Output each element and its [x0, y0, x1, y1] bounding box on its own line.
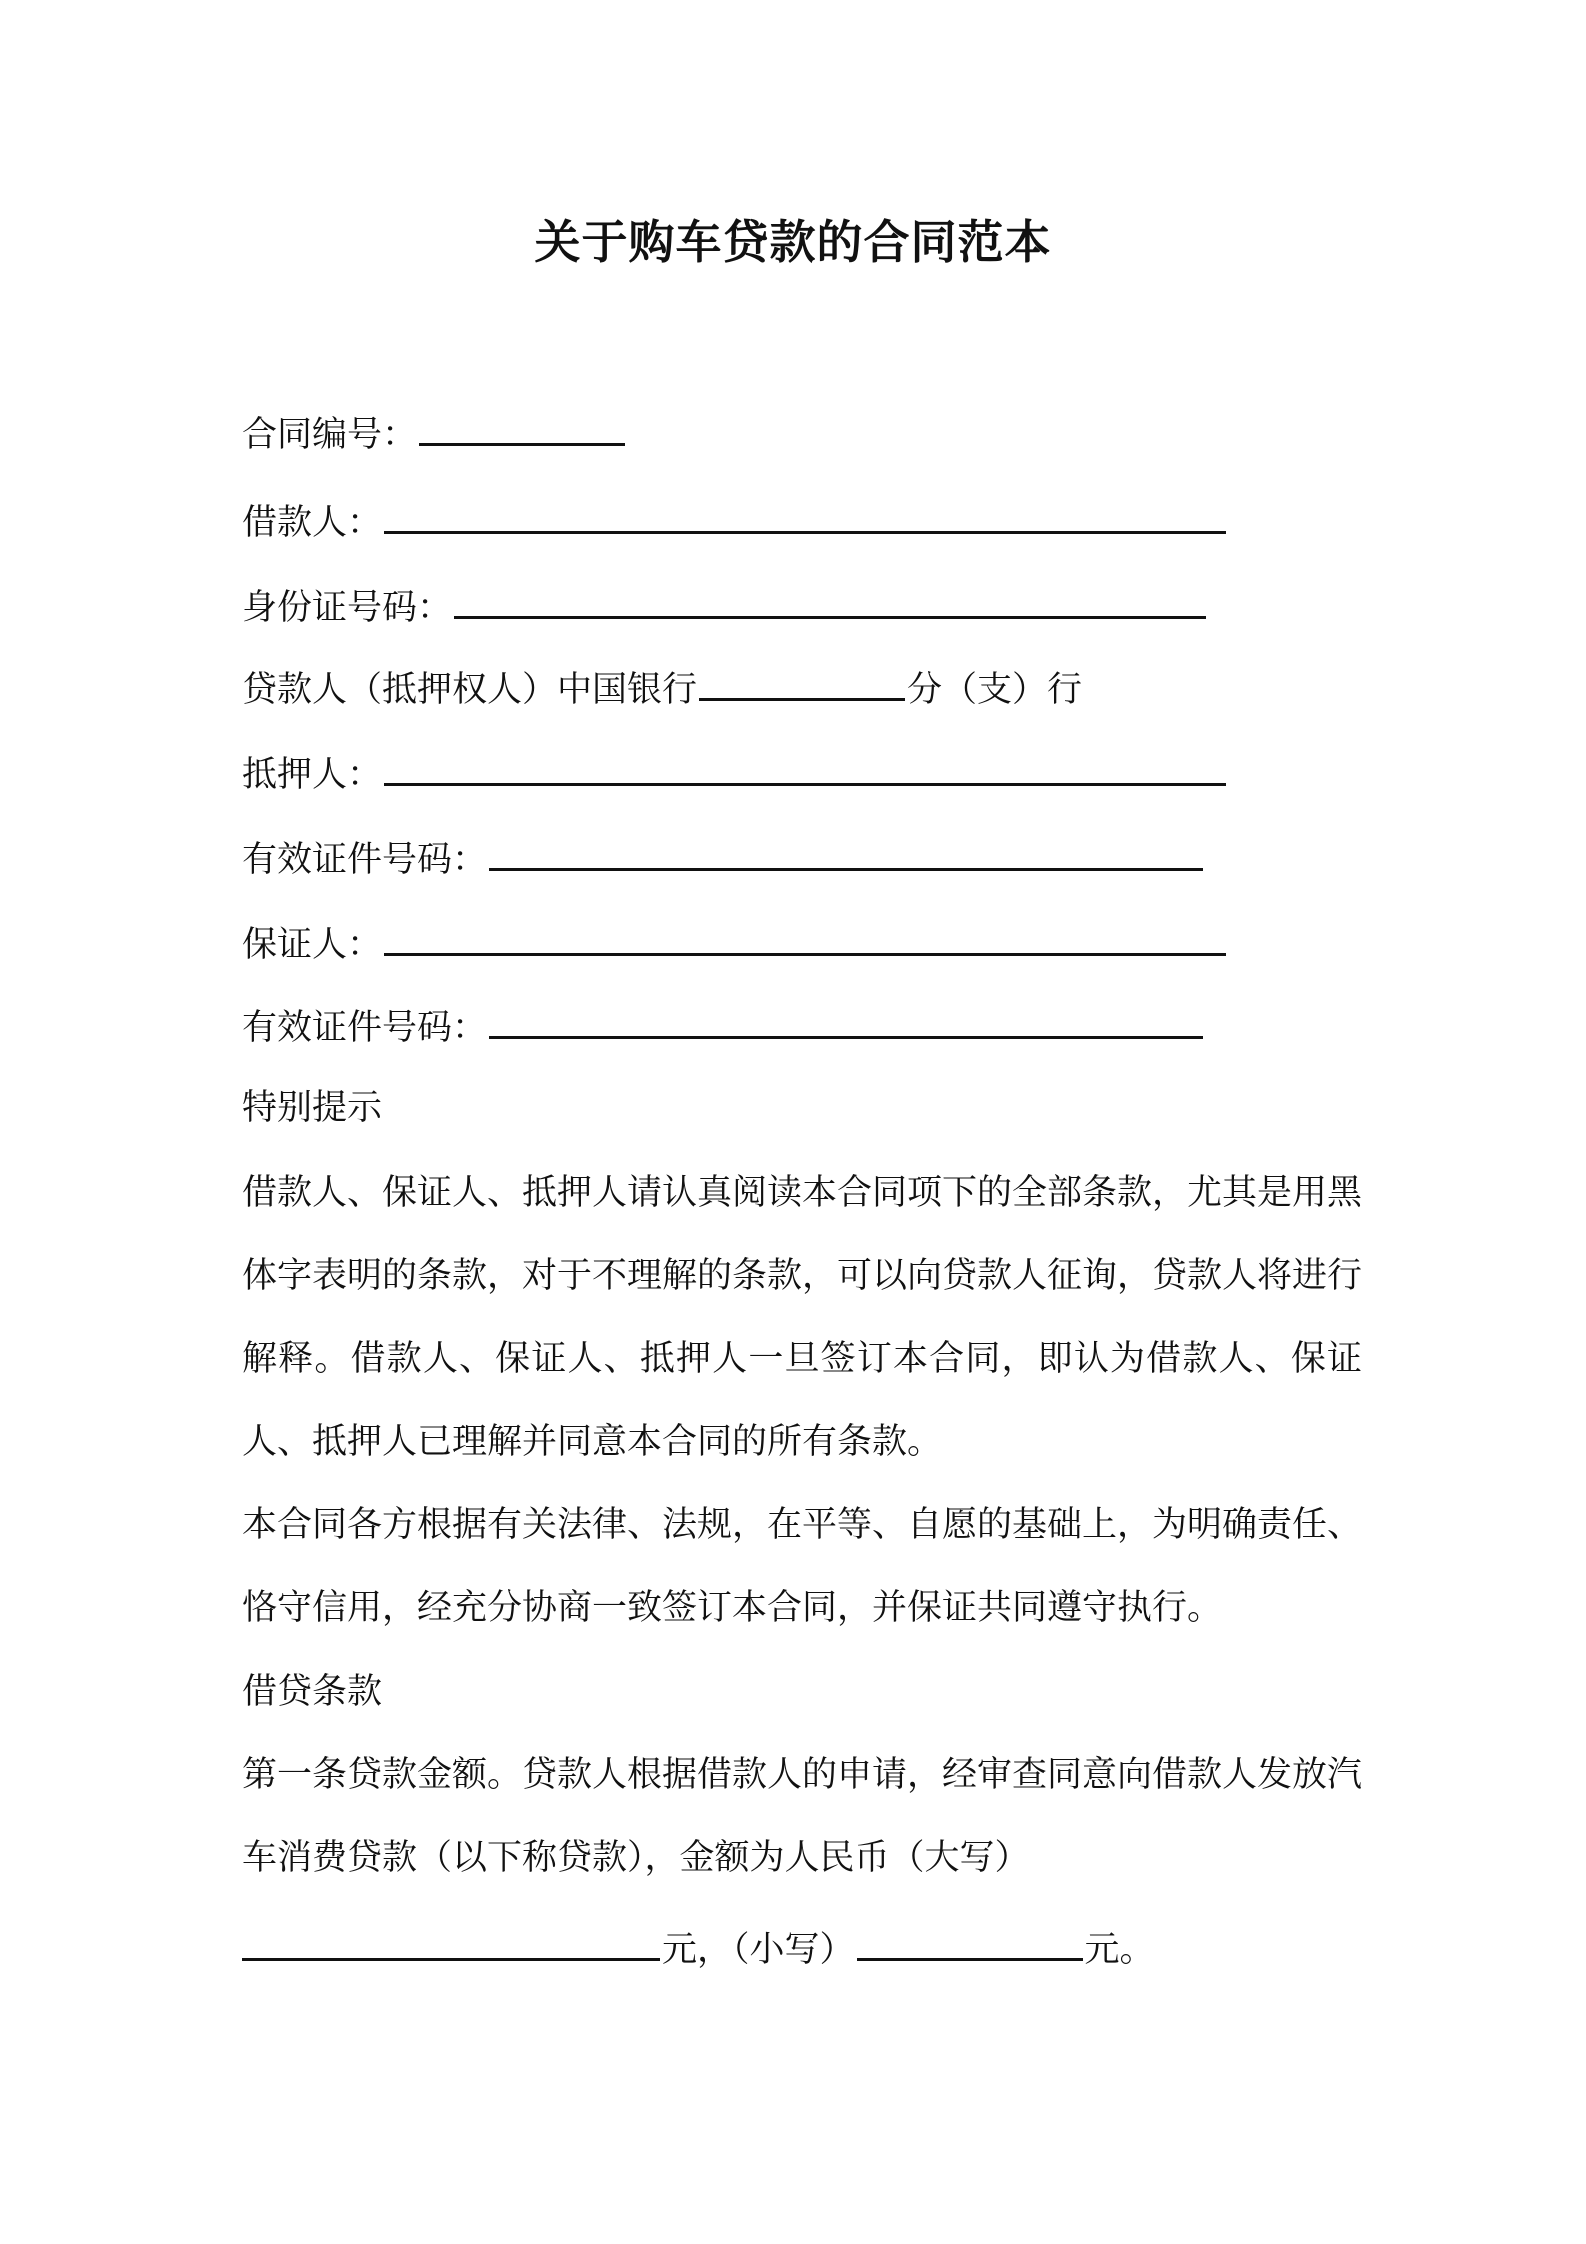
amount-line	[242, 1925, 1155, 1975]
mortgagor-id-blank[interactable]	[489, 838, 1203, 871]
article-1-paragraph: 第一条贷款金额。贷款人根据借款人的申请，经审查同意向借款人发放汽车消费贷款（以下称贷款），金额为人民币（大写）	[242, 1755, 1363, 1878]
special-notice-heading: 特别提示	[242, 1088, 383, 1128]
mortgagor-blank[interactable]	[384, 753, 1226, 786]
borrower-label: 借款人：	[242, 503, 383, 543]
lender-prefix: 贷款人（抵押权人）中国银行	[242, 670, 698, 710]
document-title: 关于购车贷款的合同范本	[534, 215, 1052, 269]
lender-suffix: 分（支）行	[907, 670, 1083, 710]
mortgagor-id-line	[242, 835, 1205, 885]
guarantor-label: 保证人：	[242, 925, 383, 965]
borrower-blank[interactable]	[384, 501, 1226, 534]
special-notice-paragraph: 借款人、保证人、抵押人请认真阅读本合同项下的全部条款，尤其是用黑体字表明的条款，对于不理解的条款，可以向贷款人征询，贷款人将进行解释。借款人、保证人、抵押人一旦签订本合同，即认为借款人、保证人、抵押人已理解并同意本合同的所有条款。	[242, 1173, 1363, 1462]
guarantor-id-label: 有效证件号码：	[242, 1008, 488, 1048]
id-number-blank[interactable]	[454, 586, 1206, 619]
borrower-line	[242, 498, 1228, 548]
mortgagor-label: 抵押人：	[242, 755, 383, 795]
guarantor-id-blank[interactable]	[489, 1006, 1203, 1039]
mortgagor-id-label: 有效证件号码：	[242, 840, 488, 880]
guarantor-blank[interactable]	[384, 923, 1226, 956]
amount-words-suffix: 元，（小写）	[662, 1930, 855, 1970]
id-number-line	[242, 583, 1208, 633]
amount-digits-blank[interactable]	[857, 1928, 1083, 1961]
lender-branch-blank[interactable]	[699, 668, 905, 701]
preamble-paragraph: 本合同各方根据有关法律、法规，在平等、自愿的基础上，为明确责任、恪守信用，经充分协商一致签订本合同，并保证共同遵守执行。	[242, 1505, 1363, 1628]
amount-digits-suffix: 元。	[1084, 1930, 1155, 1970]
guarantor-line	[242, 920, 1228, 970]
guarantor-id-line	[242, 1003, 1205, 1053]
contract-number-blank[interactable]	[419, 413, 625, 446]
contract-number-label: 合同编号：	[242, 415, 418, 455]
contract-number-line	[242, 410, 627, 460]
id-number-label: 身份证号码：	[242, 588, 453, 628]
amount-words-blank[interactable]	[242, 1928, 660, 1961]
mortgagor-line	[242, 750, 1228, 800]
lender-line	[242, 665, 1082, 715]
loan-terms-heading: 借贷条款	[242, 1672, 383, 1712]
